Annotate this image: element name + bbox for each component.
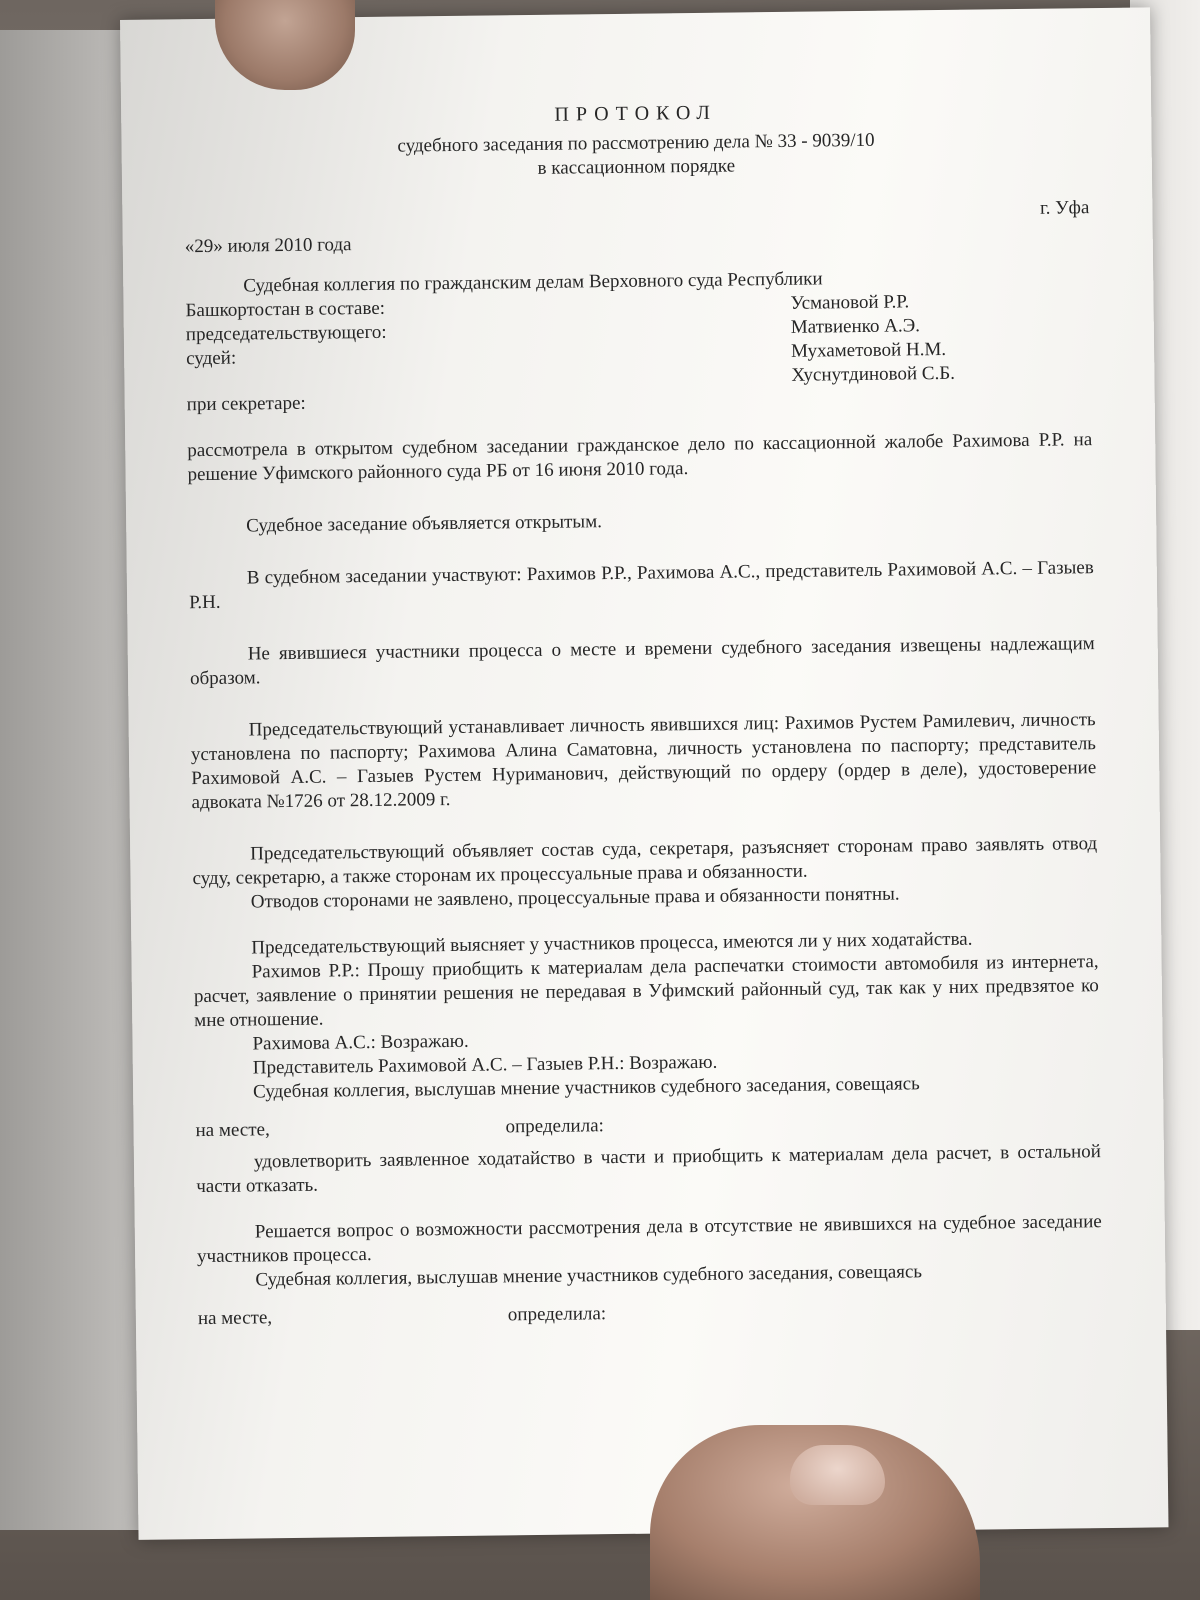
chair-label: председательствующего: [185, 321, 387, 346]
collegium-line: Судебная коллегия по гражданским делам Верховного суда Республики [243, 268, 823, 297]
paragraph-ruling: удовлетворить заявленное ходатайство в части и приобщить к материалам дела расчет, в остальной части отказать. [196, 1141, 1102, 1198]
thumbnail-nail [790, 1445, 885, 1505]
decided-label-2: определила: [507, 1303, 607, 1326]
paragraph-rakhimova: Рахимова А.С.: Возражаю. [252, 1030, 469, 1055]
paragraph-case: рассмотрела в открытом судебном заседании гражданское дело по кассационной жалобе Рахимова Р.Р. на решение Уфимского районного суда РБ от 16 июня 2010 года. [187, 429, 1093, 486]
paragraph-absence-question: Решается вопрос о возможности рассмотрения дела в отсутствие не явившихся на судебное заседание участников процесса. [196, 1211, 1102, 1268]
paragraph-representative: Представитель Рахимовой А.С. – Газыев Р.Н.: Возражаю. [252, 1051, 718, 1079]
paragraph-no-challenges: Отводов сторонами не заявлено, процессуальные права и обязанности понятны. [250, 883, 900, 913]
paragraph-absent: Не явившиеся участники процесса о месте и времени судебного заседания извещены надлежащим образом. [189, 633, 1095, 690]
paragraph-deliberation-2: Судебная коллегия, выслушав мнение участников судебного заседания, совещаясь [255, 1261, 923, 1291]
decided-label: определила: [505, 1115, 604, 1138]
secretary-label: при секретаре: [186, 392, 306, 416]
bashkortostan-label: Башкортостан в составе: [185, 297, 386, 322]
paragraph-deliberation: Судебная коллегия, выслушав мнение участников судебного заседания, совещаясь [252, 1073, 920, 1103]
paragraph-rakhimov: Рахимов Р.Р.: Прошу приобщить к материалам дела распечатки стоимости автомобиля из интернета, расчет, заявление о принятии решения не передавая в Уфимский районный суд, так как у них предвзятое ко мне отношение. [193, 951, 1099, 1032]
on-site-label-2: на месте, [197, 1307, 273, 1330]
protocol-page [120, 7, 1168, 1539]
document-subtitle-2: в кассационном порядке [537, 155, 736, 179]
paragraph-composition: Председательствующий объявляет состав суда, секретаря, разъясняет сторонам право заявлять отвод суду, секретарю, а также сторонам их процессуальные права и обязанности. [192, 833, 1098, 890]
composition-names [790, 288, 1091, 410]
document-title: ПРОТОКОЛ [554, 101, 718, 126]
name-chair: Усмановой Р.Р. [790, 291, 910, 314]
paragraph-identity: Председательствующий устанавливает личность явившихся лиц: Рахимов Рустем Рамилевич, личность установлена по паспорту; Рахимова Алина Саматовна, личность установлена по паспорту; представитель Рахимовой А.С. – Газыев Рустем Нуриманович, действующий по ордеру (ордер в деле), удостоверение адвоката №1726 от 28.12.2009 г. [190, 709, 1097, 814]
on-site-label: на месте, [195, 1119, 270, 1142]
composition-labels [185, 292, 746, 417]
protocol-content [183, 96, 1103, 1331]
document-subtitle: судебного заседания по рассмотрению дела № 33 - 9039/10 [397, 129, 875, 157]
paragraph-motions: Председательствующий выясняет у участников процесса, имеются ли у них ходатайства. [251, 928, 973, 959]
decision-line-2 [198, 1296, 1103, 1331]
name-secretary: Хуснутдиновой С.Б. [791, 362, 956, 386]
judges-label: судей: [186, 347, 237, 370]
paragraph-participants: В судебном заседании участвуют: Рахимов Р.Р., Рахимова А.С., представитель Рахимовой А.С. – Газыев Р.Н. [188, 557, 1094, 614]
paragraph-opened: Судебное заседание объявляется открытым. [246, 511, 603, 537]
city: г. Уфа [1039, 197, 1090, 219]
name-judge-2: Мухаметовой Н.М. [790, 338, 947, 362]
name-judge-1: Матвиенко А.Э. [790, 315, 921, 338]
court-composition [185, 288, 1091, 417]
decision-line [195, 1108, 1100, 1143]
date: «29» июля 2010 года [184, 234, 352, 258]
